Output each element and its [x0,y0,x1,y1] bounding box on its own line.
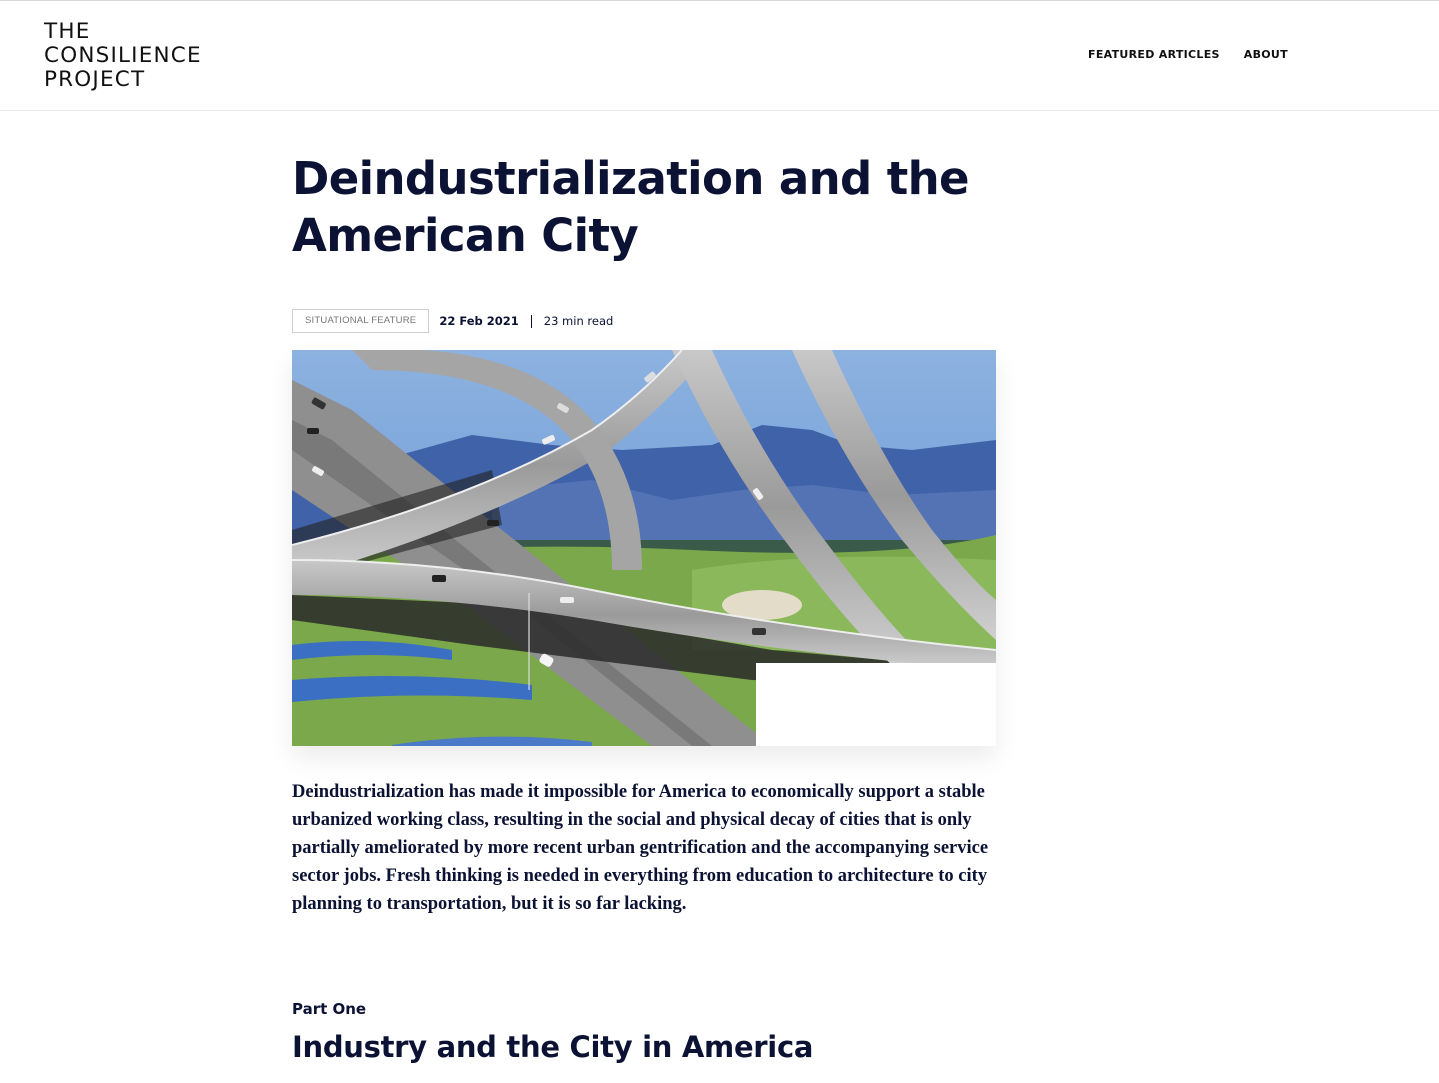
main-nav [1088,48,1288,61]
nav-featured-articles[interactable]: FEATURED ARTICLES [1088,48,1220,61]
logo-line-2: CONSILIENCE [44,43,202,68]
part-label: Part One [292,1000,367,1018]
article-summary: Deindustrialization has made it impossible for America to economically support a stable urbanized working class, resulting in the social and physical decay of cities that is only partially ameliorated by more recent urban gentrification and the accompanying service sector jobs. Fresh thinking is needed in everything from education to architecture to city planning to transportation, but it is so far lacking. [292,782,989,914]
logo-line-1: THE [44,19,91,44]
logo-line-3: PROJECT [44,67,146,92]
publish-date: 22 Feb 2021 [439,314,519,328]
section-title: Industry and the City in America [292,1030,814,1064]
site-header [0,1,1439,111]
logo-link[interactable] [44,20,239,94]
meta-divider [531,315,532,328]
read-time: 23 min read [543,314,614,328]
hero-image [292,350,996,746]
article-meta [292,309,613,333]
category-tag[interactable]: SITUATIONAL FEATURE [292,309,429,333]
article-title: Deindustrialization and the American City [292,152,969,262]
hero-image-cutout [756,663,996,746]
article-header [292,150,1192,264]
nav-about[interactable]: ABOUT [1243,48,1288,61]
